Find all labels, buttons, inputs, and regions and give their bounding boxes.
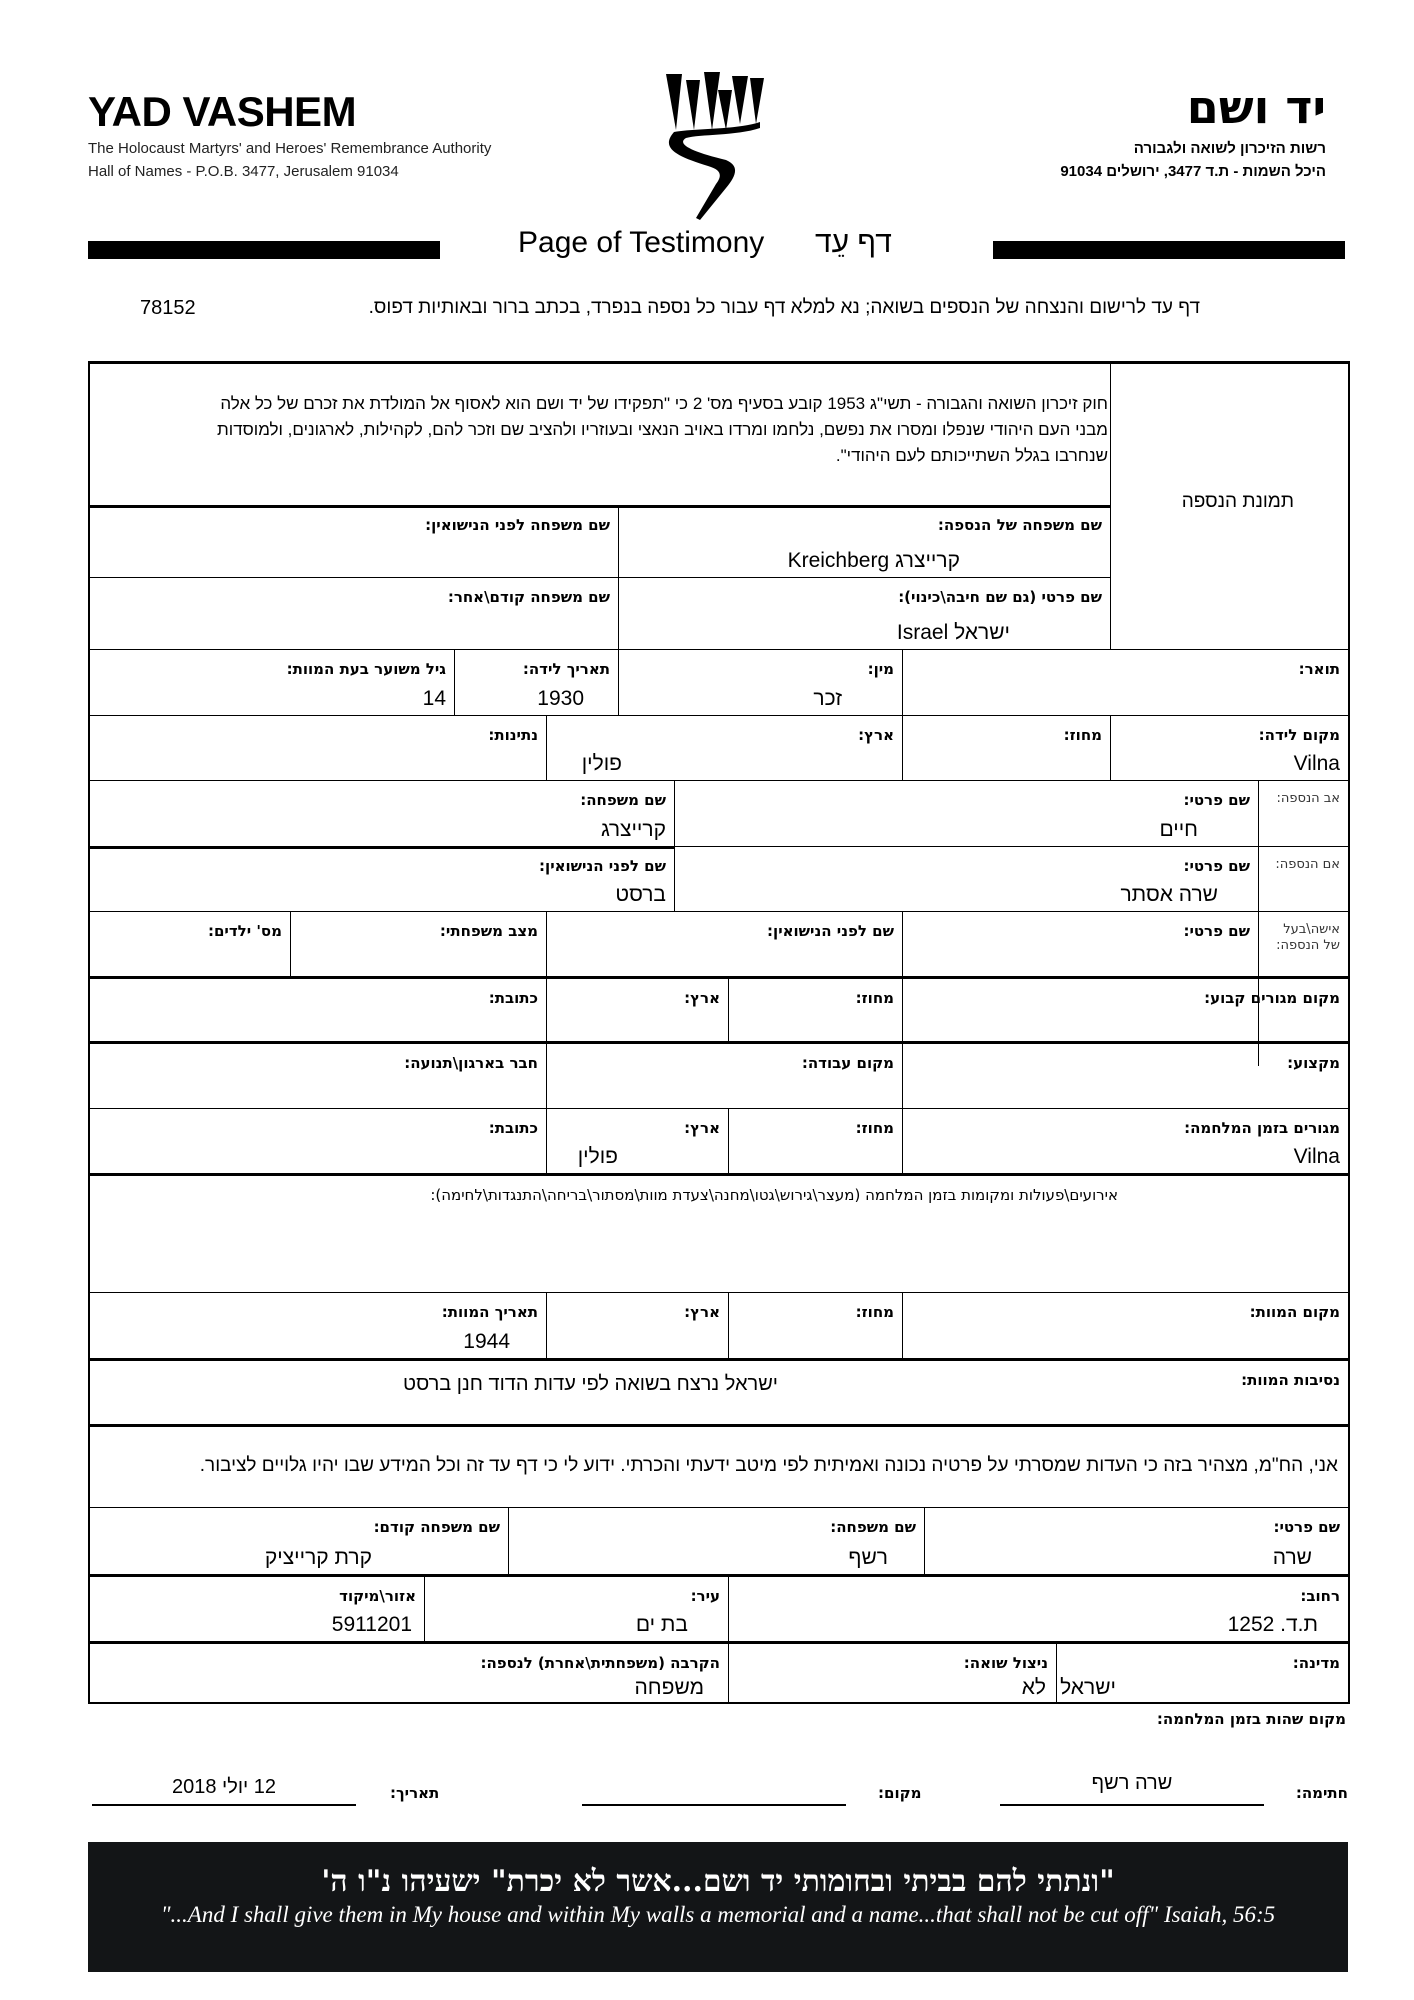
declaration-text: אני, הח"מ, מצהיר בזה כי העדות שמסרתי על פרטיה נכונה ואמיתית לפי מיטב ידעתי והכרתי. ידוע לי כי דף עד זה וכל המידע שבו יהיו גלויים לציבור. xyxy=(199,1455,1338,1476)
he-org-address: היכל השמות - ת.ד 3477, ירושלים 91034 xyxy=(1060,163,1326,180)
submitter-survivor-label: ניצול שואה: xyxy=(963,1654,1048,1672)
submitter-zip-value: 5911201 xyxy=(331,1613,412,1636)
submitter-survivor-field[interactable] xyxy=(728,1644,1056,1704)
banner-hebrew-quote: "ונתתי להם בביתי ובחומותי יד ושם...אשר לא יכרת" ישעיהו נ"ו ה' xyxy=(321,1864,1115,1899)
spouse-section-text: אישה\בעל של הנספה: xyxy=(1276,922,1340,953)
submitter-relation-label: הקרבה (משפחתית\אחרת) לנספה: xyxy=(480,1654,720,1672)
death-date-label: תאריך המוות: xyxy=(441,1303,538,1321)
photo-box[interactable] xyxy=(1110,361,1348,649)
victim-first-name-field[interactable] xyxy=(618,578,1110,649)
workplace-label: מקום עבודה: xyxy=(801,1054,894,1072)
wartime-country-label: ארץ: xyxy=(684,1119,720,1137)
submitter-country-field[interactable] xyxy=(1056,1644,1348,1704)
mother-first-name-field[interactable] xyxy=(674,847,1258,911)
residence-place-field[interactable] xyxy=(902,979,1348,1041)
workplace-field[interactable] xyxy=(546,1044,902,1108)
victim-surname-value: קרייצרג Kreichberg xyxy=(787,549,960,572)
submitter-relation-value: משפחה xyxy=(634,1676,704,1699)
organization-member-label: חבר בארגון\תנועה: xyxy=(404,1054,538,1072)
submitter-city-field[interactable] xyxy=(424,1577,728,1641)
mother-section-text: אם הנספה: xyxy=(1275,857,1340,872)
photo-label: תמונת הנספה xyxy=(1181,491,1294,512)
submitter-country-value: ישראל xyxy=(1060,1676,1116,1699)
wartime-address-label: כתובת: xyxy=(488,1119,538,1137)
date-label: תאריך: xyxy=(390,1784,440,1802)
left-title-bar xyxy=(88,241,440,259)
submitter-city-value: בת ים xyxy=(635,1613,688,1636)
mother-first-name-label: שם פרטי: xyxy=(1183,857,1250,875)
victim-title-label: תואר: xyxy=(1298,660,1340,678)
isaiah-quote-banner xyxy=(88,1842,1348,1972)
profession-field[interactable] xyxy=(902,1044,1348,1108)
place-line[interactable] xyxy=(582,1804,846,1806)
submitter-first-name-label: שם פרטי: xyxy=(1273,1518,1340,1536)
submitter-survivor-value: לא xyxy=(1021,1676,1046,1699)
wartime-place-value: Vilna xyxy=(1293,1145,1340,1168)
victim-birth-date-value: 1930 xyxy=(537,687,584,710)
victim-surname-label: שם משפחה של הנספה: xyxy=(937,516,1102,534)
victim-region-field[interactable] xyxy=(902,716,1110,780)
residence-country-label: ארץ: xyxy=(684,989,720,1007)
victim-prev-surname-field[interactable] xyxy=(90,578,618,649)
victim-age-label: גיל משוער בעת המוות: xyxy=(286,660,446,678)
wartime-events-field[interactable] xyxy=(90,1176,1348,1292)
submitter-prev-surname-field[interactable] xyxy=(90,1508,508,1574)
declaration xyxy=(90,1427,1348,1507)
residence-country-field[interactable] xyxy=(546,979,728,1041)
death-circumstances-value: ישראל נרצח בשואה לפי עדות הדוד חנן ברסט xyxy=(403,1373,778,1395)
death-date-field[interactable] xyxy=(90,1293,546,1358)
victim-birth-place-field[interactable] xyxy=(1110,716,1348,780)
death-circumstances-field[interactable] xyxy=(90,1361,1348,1424)
father-first-name-label: שם פרטי: xyxy=(1183,791,1250,809)
submitter-first-name-field[interactable] xyxy=(924,1508,1348,1574)
yad-vashem-logo-icon xyxy=(656,72,776,222)
he-org-title: יד ושם xyxy=(1186,80,1326,134)
mother-section-label xyxy=(1258,847,1348,911)
spouse-section-label xyxy=(1258,912,1348,976)
wartime-country-value: פולין xyxy=(577,1145,618,1168)
victim-prev-surname-label: שם משפחה קודם\אחר: xyxy=(447,588,610,606)
submitter-first-name-value: שרה xyxy=(1272,1546,1312,1569)
profession-label: מקצוע: xyxy=(1287,1054,1340,1072)
wartime-address-field[interactable] xyxy=(90,1109,546,1173)
page-title-he: דף עֵד xyxy=(815,226,892,259)
victim-age-field[interactable] xyxy=(90,650,454,715)
victim-birth-place-label: מקום לידה: xyxy=(1258,726,1340,744)
victim-region-label: מחוז: xyxy=(1063,726,1102,744)
spouse-maiden-field[interactable] xyxy=(546,912,902,976)
spouse-children-field[interactable] xyxy=(90,912,290,976)
signature-line[interactable] xyxy=(1000,1804,1264,1806)
he-org-subtitle: רשות הזיכרון לשואה ולגבורה xyxy=(1133,140,1326,157)
submitter-country-label: מדינה: xyxy=(1292,1654,1340,1672)
residence-place-label: מקום מגורים קבוע: xyxy=(1204,989,1340,1007)
submitter-prev-surname-label: שם משפחה קודם: xyxy=(373,1518,500,1536)
wartime-country-field[interactable] xyxy=(546,1109,728,1173)
submitter-street-field[interactable] xyxy=(728,1577,1348,1641)
place-label: מקום: xyxy=(878,1784,922,1802)
victim-title-field[interactable] xyxy=(902,650,1348,715)
death-date-value: 1944 xyxy=(463,1330,510,1353)
en-org-subtitle: The Holocaust Martyrs' and Heroes' Remembrance Authority xyxy=(88,140,492,157)
spouse-marital-label: מצב משפחתי: xyxy=(439,922,538,940)
victim-gender-value: זכר xyxy=(813,687,842,710)
victim-maiden-label: שם משפחה לפני הנישואין: xyxy=(425,516,610,534)
father-section-label xyxy=(1258,781,1348,846)
residence-region-field[interactable] xyxy=(728,979,902,1041)
victim-country-label: ארץ: xyxy=(858,726,894,744)
victim-birth-place-value: Vilna xyxy=(1293,752,1340,775)
wartime-stay-label: מקום שהות בזמן המלחמה: xyxy=(1156,1710,1346,1728)
death-place-label: מקום המוות: xyxy=(1249,1303,1340,1321)
wartime-place-label: מגורים בזמן המלחמה: xyxy=(1184,1119,1340,1137)
death-country-field[interactable] xyxy=(546,1293,728,1358)
banner-english-quote: "...And I shall give them in My house and within My walls a memorial and a name...that shall not be cut off" Isaiah, 56:5 xyxy=(160,1902,1276,1927)
father-section-text: אב הנספה: xyxy=(1276,791,1340,806)
intro-instructions: דף עד לרישום והנצחה של הנספים בשואה; נא למלא דף עבור כל נספה בנפרד, בכתב ברור ובאותיות דפוס. xyxy=(368,297,1200,318)
submitter-zip-field[interactable] xyxy=(90,1577,424,1641)
signature-label: חתימה: xyxy=(1295,1784,1348,1802)
death-circumstances-label: נסיבות המוות: xyxy=(1241,1371,1340,1389)
victim-birth-date-field[interactable] xyxy=(454,650,618,715)
testimony-form xyxy=(88,361,1350,1704)
victim-surname-field[interactable] xyxy=(618,506,1110,577)
residence-region-label: מחוז: xyxy=(855,989,894,1007)
en-org-address: Hall of Names - P.O.B. 3477, Jerusalem 91034 xyxy=(88,163,399,180)
mother-first-name-value: שרה אסתר xyxy=(1120,883,1218,906)
en-org-title: YAD VASHEM xyxy=(88,88,357,135)
signature-value: שרה רשף xyxy=(1091,1772,1173,1794)
submitter-zip-label: אזור\מיקוד xyxy=(339,1587,416,1605)
father-first-name-field[interactable] xyxy=(674,781,1258,846)
victim-country-value: פולין xyxy=(581,752,622,775)
victim-country-field[interactable] xyxy=(546,716,902,780)
victim-first-name-value: ישראל Israel xyxy=(896,621,1010,644)
organization-member-field[interactable] xyxy=(90,1044,546,1108)
submitter-surname-label: שם משפחה: xyxy=(830,1518,916,1536)
page-title-en: Page of Testimony xyxy=(518,226,765,259)
mother-maiden-label: שם לפני הנישואין: xyxy=(539,857,666,875)
victim-age-value: 14 xyxy=(422,687,446,710)
victim-nationality-label: נתינות: xyxy=(488,726,538,744)
mother-maiden-field[interactable] xyxy=(90,847,674,911)
wartime-place-field[interactable] xyxy=(902,1109,1348,1173)
submitter-street-value: ת.ד. 1252 xyxy=(1227,1613,1318,1636)
victim-first-name-label: שם פרטי (גם שם חיבה\כינוי): xyxy=(898,588,1102,606)
victim-gender-field[interactable] xyxy=(618,650,902,715)
father-first-name-value: חיים xyxy=(1159,818,1198,841)
submitter-prev-surname-value: קרת קרייציק xyxy=(264,1546,372,1569)
mother-maiden-value: ברסט xyxy=(615,883,666,906)
death-region-label: מחוז: xyxy=(855,1303,894,1321)
wartime-events-label: אירועים\פעולות ומקומות בזמן המלחמה (מעצר\גירוש\גטו\מחנה\צעדת מוות\מסתור\בריחה\התנגדות\לחימה): xyxy=(430,1186,1118,1204)
submitter-street-label: רחוב: xyxy=(1300,1587,1340,1605)
death-country-label: ארץ: xyxy=(684,1303,720,1321)
date-line[interactable] xyxy=(92,1804,356,1806)
date-value: 12 יולי 2018 xyxy=(171,1776,277,1798)
submitter-relation-field[interactable] xyxy=(90,1644,728,1704)
spouse-children-label: מס' ילדים: xyxy=(207,922,282,940)
victim-maiden-field[interactable] xyxy=(90,506,618,577)
father-surname-field[interactable] xyxy=(90,781,674,846)
submitter-surname-value: רשף xyxy=(848,1546,888,1569)
wartime-region-field[interactable] xyxy=(728,1109,902,1173)
submitter-surname-field[interactable] xyxy=(508,1508,924,1574)
victim-birth-date-label: תאריך לידה: xyxy=(522,660,610,678)
spouse-first-name-label: שם פרטי: xyxy=(1183,922,1250,940)
victim-nationality-field[interactable] xyxy=(90,716,546,780)
father-surname-value: קרייצרג xyxy=(600,818,666,841)
legal-text: חוק זיכרון השואה והגבורה - תשי"ג 1953 קובע בסעיף מס' 2 כי "תפקידו של יד ושם הוא לאסוף אל המולדת את זכרם של כל אלה מבני העם היהודי שנפלו ומסרו את נפשם, נלחמו ומרדו באויב הנאצי ובעוזריו ולהציב שם וזכר להם, לקהילות, לארגונים, ולמוסדות שנחרבו בגלל השתייכותם לעם היהודי". xyxy=(217,394,1108,465)
page-number: 78152 xyxy=(140,297,196,319)
spouse-first-name-field[interactable] xyxy=(902,912,1258,976)
residence-address-field[interactable] xyxy=(90,979,546,1041)
submitter-city-label: עיר: xyxy=(690,1587,720,1605)
wartime-region-label: מחוז: xyxy=(855,1119,894,1137)
father-surname-label: שם משפחה: xyxy=(580,791,666,809)
residence-address-label: כתובת: xyxy=(488,989,538,1007)
death-region-field[interactable] xyxy=(728,1293,902,1358)
victim-gender-label: מין: xyxy=(867,660,894,678)
spouse-marital-field[interactable] xyxy=(290,912,546,976)
death-place-field[interactable] xyxy=(902,1293,1348,1358)
right-title-bar xyxy=(993,241,1345,259)
spouse-maiden-label: שם לפני הנישואין: xyxy=(767,922,894,940)
